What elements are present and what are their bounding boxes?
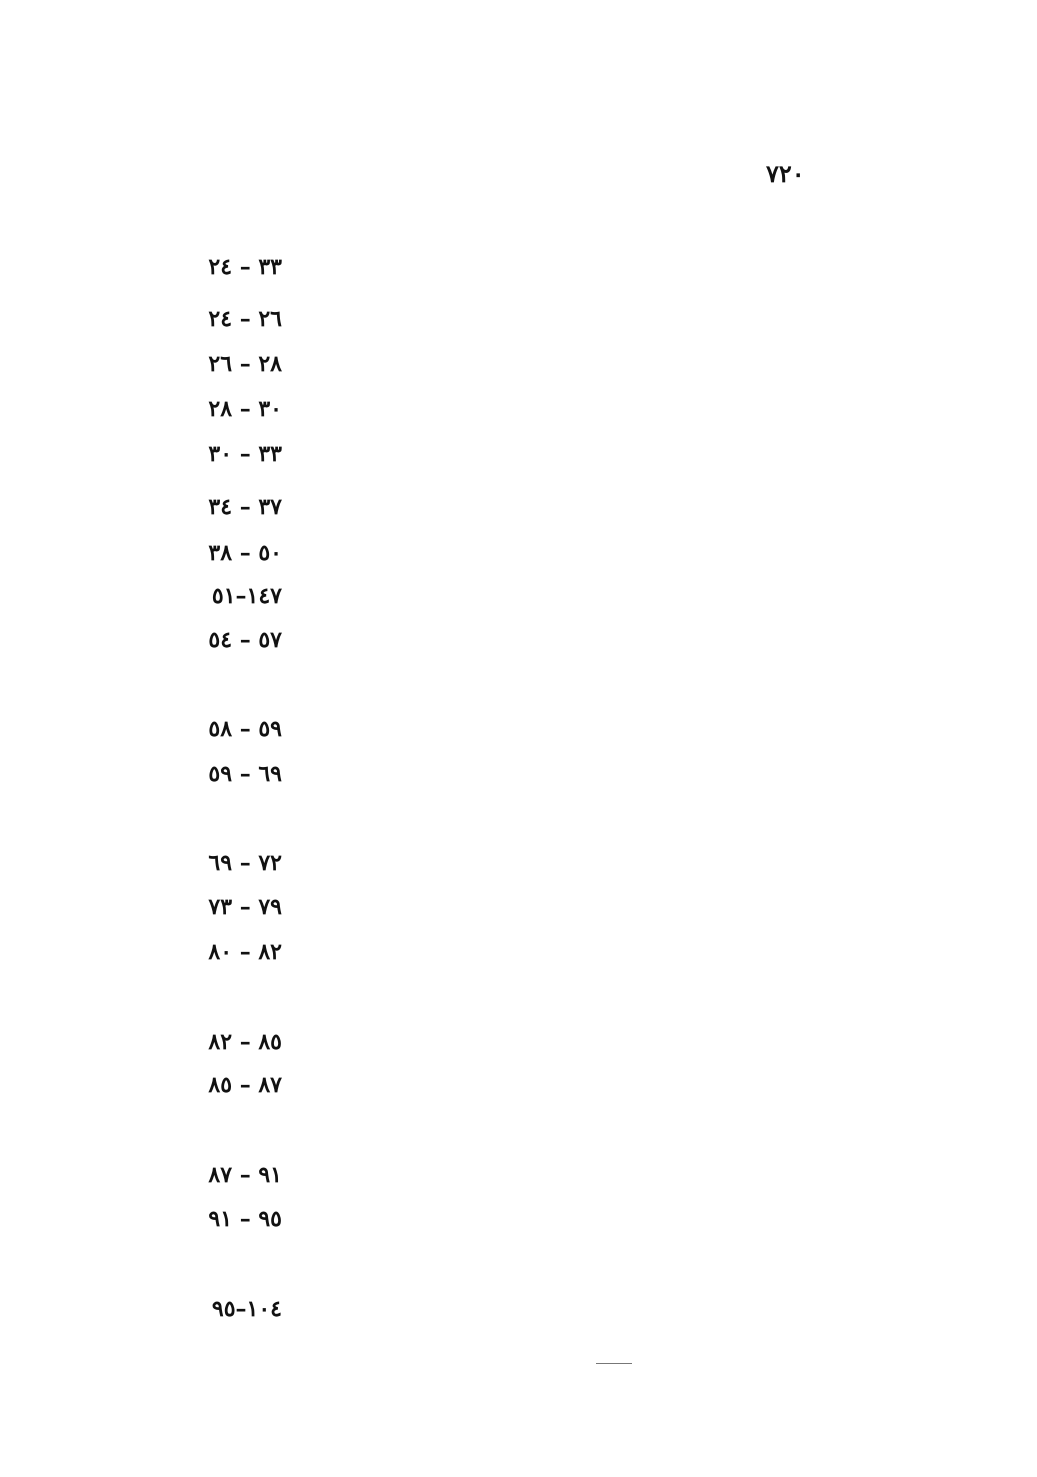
toc-entry-pages: ٥٩ – ٥٨ [208, 716, 282, 742]
toc-entry-pages: ٨٥ – ٨٢ [208, 1029, 282, 1055]
toc-entry-pages: ٨٢ – ٨٠ [208, 939, 282, 965]
toc-entry-pages: ١٤٧–٥١ [211, 583, 282, 609]
footer-rule [596, 1363, 632, 1364]
toc-entry-pages: ٣٣ – ٢٤ [208, 254, 282, 280]
toc-entry-pages: ٧٢ – ٦٩ [208, 850, 282, 876]
toc-entry-pages: ٣٣ – ٣٠ [208, 441, 282, 467]
toc-entry-pages: ٩١ – ٨٧ [208, 1162, 282, 1188]
toc-entry-pages: ١٠٤–٩٥ [211, 1296, 282, 1322]
toc-entry-pages: ٥٠ – ٣٨ [208, 540, 282, 566]
toc-entry-pages: ٨٧ – ٨٥ [208, 1072, 282, 1098]
toc-entry-pages: ٢٦ – ٢٤ [208, 306, 282, 332]
toc-entry-pages: ٣٠ – ٢٨ [208, 396, 282, 422]
toc-entry-pages: ٩٥ – ٩١ [208, 1206, 282, 1232]
page-number: ٧٢٠ [766, 159, 805, 188]
toc-entry-pages: ٣٧ – ٣٤ [208, 494, 282, 520]
toc-entry-pages: ٧٩ – ٧٣ [208, 894, 282, 920]
toc-entry-pages: ٥٧ – ٥٤ [208, 627, 282, 653]
toc-entry-pages: ٦٩ – ٥٩ [208, 761, 282, 787]
toc-entry-pages: ٢٨ – ٢٦ [208, 351, 282, 377]
